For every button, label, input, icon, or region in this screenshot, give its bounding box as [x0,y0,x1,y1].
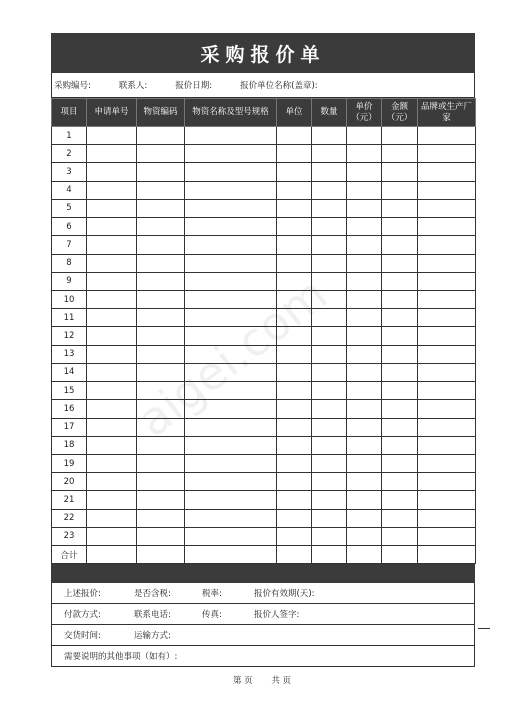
table-cell [347,181,382,199]
separator-band [51,564,475,583]
table-cell [312,418,347,436]
table-cell [347,145,382,163]
table-cell [418,272,476,290]
table-cell [277,218,312,236]
table-cell [418,145,476,163]
quotation-sheet [51,33,475,667]
total-pages-label: 共 页 [271,676,292,686]
table-cell [418,400,476,418]
table-cell [418,382,476,400]
table-cell [137,218,185,236]
table-cell [312,309,347,327]
table-cell [185,218,277,236]
footer-row [52,603,474,624]
table-cell [87,181,137,199]
table-cell [382,400,418,418]
quote-unit-label: 报价单位名称(盖章): [240,81,318,91]
table-cell [87,546,137,564]
table-cell [312,290,347,308]
table-cell [347,418,382,436]
table-cell [87,145,137,163]
col-header: 数量 [312,99,347,127]
table-cell [137,454,185,472]
table-cell [312,218,347,236]
table-cell [185,145,277,163]
table-cell [312,363,347,381]
table-cell [185,236,277,254]
table-cell [137,163,185,181]
row-label-cell: 12 [52,327,87,345]
table-cell [312,527,347,545]
table-cell [382,236,418,254]
table-row [52,309,476,327]
table-cell [277,199,312,217]
table-cell [277,454,312,472]
table-cell [185,454,277,472]
table-cell [277,127,312,145]
table-cell [312,345,347,363]
table-cell [137,181,185,199]
table-cell [418,309,476,327]
table-cell [312,400,347,418]
table-cell [87,254,137,272]
row-label-cell: 10 [52,290,87,308]
table-cell [277,382,312,400]
table-cell [277,163,312,181]
table-row [52,363,476,381]
table-cell [87,290,137,308]
row-label-cell: 2 [52,145,87,163]
footer-row [52,583,474,603]
table-row [52,145,476,163]
table-cell [312,454,347,472]
table-cell [418,236,476,254]
table-row [52,454,476,472]
table-cell [347,436,382,454]
table-cell [347,199,382,217]
table-cell [382,491,418,509]
transport-label: 运输方式: [134,631,171,642]
table-cell [347,546,382,564]
row-label-cell: 7 [52,236,87,254]
table-cell [347,382,382,400]
table-cell [277,145,312,163]
row-label-cell: 14 [52,363,87,381]
table-cell [382,546,418,564]
row-label-cell: 18 [52,436,87,454]
validity-label: 报价有效期(天): [254,589,315,600]
table-cell [137,400,185,418]
table-cell [277,254,312,272]
table-row [52,400,476,418]
table-cell [347,491,382,509]
table-cell [382,290,418,308]
table-cell [312,491,347,509]
table-cell [185,254,277,272]
table-row [52,509,476,527]
table-cell [418,436,476,454]
table-cell [382,473,418,491]
table-cell [347,473,382,491]
table-cell [312,509,347,527]
table-cell [277,400,312,418]
table-cell [382,382,418,400]
table-cell [185,199,277,217]
row-label-cell: 19 [52,454,87,472]
table-cell [277,473,312,491]
table-cell [312,145,347,163]
table-cell [277,418,312,436]
table-cell [418,509,476,527]
table-cell [277,236,312,254]
table-cell [347,400,382,418]
table-cell [185,345,277,363]
table-cell [347,309,382,327]
table-cell [277,290,312,308]
payment-label: 付款方式: [64,610,101,621]
row-label-cell: 1 [52,127,87,145]
table-cell [418,163,476,181]
table-cell [347,163,382,181]
table-cell [87,327,137,345]
contact-label: 联系人: [118,81,148,91]
table-cell [137,418,185,436]
row-label-cell: 8 [52,254,87,272]
table-cell [87,418,137,436]
table-cell [87,491,137,509]
table-cell [382,527,418,545]
table-row [52,272,476,290]
table-cell [418,127,476,145]
table-cell [418,418,476,436]
table-cell [137,527,185,545]
table-cell [418,546,476,564]
table-cell [347,363,382,381]
footer-row [52,645,474,666]
table-row [52,218,476,236]
table-cell [312,163,347,181]
table-cell [418,491,476,509]
table-cell [185,327,277,345]
table-cell [185,418,277,436]
table-cell [277,546,312,564]
table-row [52,290,476,308]
table-cell [312,181,347,199]
table-cell [382,363,418,381]
table-cell [382,418,418,436]
table-cell [137,254,185,272]
other-notes-label: 需要说明的其他事项（如有）: [64,652,178,663]
page-label: 第 页 [232,676,253,686]
row-label-cell: 5 [52,199,87,217]
table-cell [137,199,185,217]
col-header: 物资名称及型号规格 [185,99,277,127]
table-cell [137,382,185,400]
table-cell [347,218,382,236]
table-cell [87,436,137,454]
table-cell [137,546,185,564]
table-row [52,418,476,436]
table-cell [382,127,418,145]
purchase-no-label: 采购编号: [54,81,91,91]
table-row [52,163,476,181]
table-cell [312,199,347,217]
table-cell [185,400,277,418]
table-cell [87,199,137,217]
quoted-price-label: 上述报价: [64,589,101,600]
table-cell [137,290,185,308]
table-cell [347,254,382,272]
row-label-cell: 21 [52,491,87,509]
table-cell [382,163,418,181]
table-cell [277,527,312,545]
table-row [52,327,476,345]
table-cell [87,382,137,400]
table-cell [87,309,137,327]
table-cell [185,491,277,509]
table-cell [312,546,347,564]
table-cell [137,509,185,527]
table-cell [137,473,185,491]
phone-label: 联系电话: [134,610,171,621]
table-cell [347,454,382,472]
page-title: 采购报价单 [51,33,475,73]
row-label-cell: 17 [52,418,87,436]
row-label-cell: 15 [52,382,87,400]
table-cell [418,199,476,217]
table-cell [382,327,418,345]
table-cell [87,218,137,236]
table-cell [137,491,185,509]
table-cell [137,272,185,290]
table-header-row [52,99,476,127]
table-cell [87,454,137,472]
table-cell [137,345,185,363]
table-cell [87,236,137,254]
table-cell [87,272,137,290]
table-cell [312,327,347,345]
tax-included-label: 是否含税: [134,589,171,600]
table-cell [347,509,382,527]
footer-section [51,583,475,667]
table-cell [382,181,418,199]
table-cell [382,309,418,327]
table-cell [277,363,312,381]
table-cell [277,345,312,363]
table-cell [137,327,185,345]
signature-label: 报价人签字: [254,610,300,621]
table-cell [277,181,312,199]
table-row [52,436,476,454]
table-row [52,527,476,545]
table-cell [87,127,137,145]
table-row [52,127,476,145]
table-cell [382,145,418,163]
watermark: aigei.com [127,266,337,448]
table-cell [137,436,185,454]
row-label-cell: 4 [52,181,87,199]
table-cell [312,436,347,454]
table-cell [347,127,382,145]
quote-date-label: 报价日期: [175,81,213,91]
table-row [52,491,476,509]
divider [478,628,490,629]
table-cell [87,363,137,381]
table-cell [418,181,476,199]
col-header: 申请单号 [87,99,137,127]
table-cell [347,327,382,345]
table-row [52,199,476,217]
table-cell [137,145,185,163]
table-cell [418,527,476,545]
table-cell [137,309,185,327]
col-header: 项目 [52,99,87,127]
table-cell [185,509,277,527]
delivery-time-label: 交货时间: [64,631,101,642]
page-number [0,674,524,686]
table-cell [347,272,382,290]
col-header: 品牌或生产厂家 [418,99,476,127]
table-row [52,546,476,564]
table-cell [312,382,347,400]
table-cell [418,345,476,363]
table-cell [382,272,418,290]
table-cell [277,272,312,290]
table-cell [418,218,476,236]
table-cell [347,290,382,308]
row-label-cell: 22 [52,509,87,527]
table-cell [347,236,382,254]
table-row [52,345,476,363]
info-row [51,73,475,98]
table-cell [382,454,418,472]
table-cell [185,181,277,199]
row-label-cell: 3 [52,163,87,181]
table-cell [137,236,185,254]
table-cell [137,127,185,145]
table-cell [277,436,312,454]
table-cell [382,436,418,454]
col-header: 单位 [277,99,312,127]
footer-row [52,624,474,645]
table-cell [312,254,347,272]
table-cell [185,363,277,381]
table-cell [185,127,277,145]
col-header: 物资编码 [137,99,185,127]
table-cell [87,527,137,545]
row-label-cell: 9 [52,272,87,290]
table-cell [418,254,476,272]
row-label-cell: 6 [52,218,87,236]
table-cell [185,436,277,454]
col-header: 金额（元） [382,99,418,127]
table-cell [87,509,137,527]
items-table [51,98,476,564]
table-cell [312,272,347,290]
tax-rate-label: 税率: [202,589,222,600]
table-cell [312,127,347,145]
row-label-cell: 16 [52,400,87,418]
table-cell [382,345,418,363]
row-label-cell: 13 [52,345,87,363]
table-cell [277,327,312,345]
table-cell [87,163,137,181]
fax-label: 传真: [202,610,222,621]
col-header: 单价（元） [347,99,382,127]
table-cell [87,345,137,363]
table-cell [382,199,418,217]
table-cell [87,473,137,491]
row-label-cell: 合计 [52,546,87,564]
table-cell [312,473,347,491]
table-row [52,181,476,199]
row-label-cell: 23 [52,527,87,545]
table-cell [347,527,382,545]
table-row [52,473,476,491]
table-row [52,236,476,254]
table-cell [418,363,476,381]
table-cell [185,309,277,327]
table-cell [277,491,312,509]
table-row [52,382,476,400]
table-cell [312,236,347,254]
table-cell [418,454,476,472]
table-cell [185,163,277,181]
table-cell [87,400,137,418]
table-cell [185,473,277,491]
table-cell [382,254,418,272]
row-label-cell: 20 [52,473,87,491]
table-row [52,254,476,272]
table-cell [382,509,418,527]
table-cell [277,309,312,327]
table-cell [418,290,476,308]
table-cell [185,527,277,545]
table-cell [185,546,277,564]
table-cell [418,327,476,345]
table-cell [382,218,418,236]
row-label-cell: 11 [52,309,87,327]
table-cell [347,345,382,363]
table-cell [185,290,277,308]
table-cell [137,363,185,381]
table-cell [277,509,312,527]
table-cell [185,272,277,290]
table-cell [418,473,476,491]
table-cell [185,382,277,400]
